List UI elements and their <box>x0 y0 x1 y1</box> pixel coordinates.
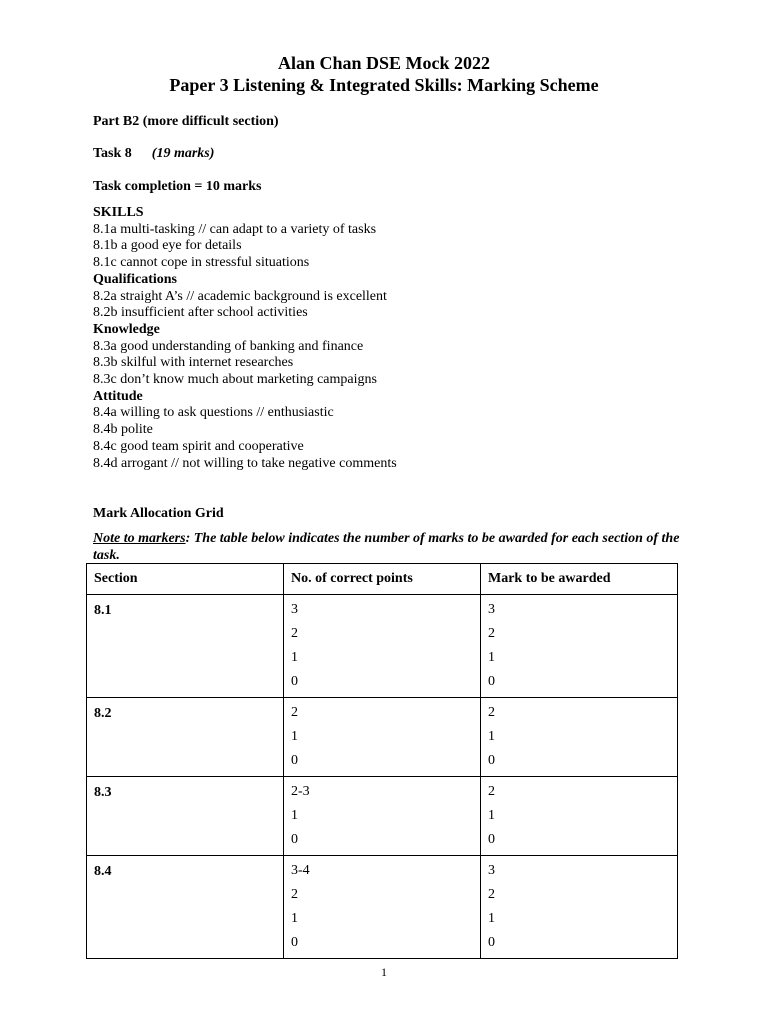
correct-points-value: 1 <box>291 650 298 665</box>
mark-value: 3 <box>488 863 495 878</box>
mark-value: 0 <box>488 753 495 768</box>
table-header-row <box>87 564 678 595</box>
header-mark-awarded: Mark to be awarded <box>481 564 678 595</box>
correct-points-cell <box>284 595 481 698</box>
correct-points-value: 0 <box>291 674 298 689</box>
mark-awarded-cell <box>481 777 678 856</box>
mark-value: 0 <box>488 935 495 950</box>
correct-points-value: 2 <box>291 887 298 902</box>
mark-awarded-cell <box>481 595 678 698</box>
mark-value: 2 <box>488 784 495 799</box>
header-section: Section <box>87 564 284 595</box>
marking-point: 8.3c don’t know much about marketing campaigns <box>93 372 377 388</box>
section-heading: Knowledge <box>93 321 160 337</box>
note-text: : The table below indicates the number of marks to be awarded for each section of the task. <box>93 531 680 563</box>
table-row <box>87 856 678 959</box>
marking-point: 8.4d arrogant // not willing to take negative comments <box>93 455 397 471</box>
marking-point: 8.3a good understanding of banking and finance <box>93 338 364 354</box>
mark-awarded-cell <box>481 856 678 959</box>
section-cell: 8.3 <box>87 777 284 856</box>
mark-value: 1 <box>488 808 495 823</box>
correct-points-value: 2 <box>291 705 298 720</box>
correct-points-value: 2-3 <box>291 784 310 799</box>
correct-points-value: 0 <box>291 935 298 950</box>
correct-points-cell <box>284 698 481 777</box>
correct-points-cell <box>284 777 481 856</box>
marking-point: 8.3b skilful with internet researches <box>93 355 294 371</box>
marking-point: 8.4b polite <box>93 422 153 438</box>
document-title: Alan Chan DSE Mock 2022 <box>277 53 491 73</box>
marking-point: 8.2b insufficient after school activities <box>93 305 308 321</box>
mark-allocation-table <box>86 563 678 959</box>
correct-points-value: 1 <box>291 808 298 823</box>
section-cell: 8.2 <box>87 698 284 777</box>
page-number: 1 <box>381 965 387 979</box>
part-heading: Part B2 (more difficult section) <box>93 114 279 129</box>
mark-value: 0 <box>488 832 495 847</box>
mark-awarded-cell <box>481 698 678 777</box>
task-label: Task 8 <box>93 146 132 161</box>
correct-points-value: 1 <box>291 729 298 744</box>
correct-points-value: 0 <box>291 753 298 768</box>
section-heading: Attitude <box>93 388 143 404</box>
table-row <box>87 698 678 777</box>
marking-point: 8.2a straight A’s // academic background is excellent <box>93 288 387 304</box>
document-subtitle: Paper 3 Listening & Integrated Skills: Marking Scheme <box>169 75 599 95</box>
correct-points-value: 0 <box>291 832 298 847</box>
note-label: Note to markers <box>93 531 186 546</box>
note-to-markers <box>93 530 683 564</box>
mark-value: 0 <box>488 674 495 689</box>
mark-value: 1 <box>488 650 495 665</box>
grid-title: Mark Allocation Grid <box>93 506 224 521</box>
task-marks: (19 marks) <box>151 146 215 161</box>
table-row <box>87 777 678 856</box>
marking-point: 8.1c cannot cope in stressful situations <box>93 255 310 271</box>
marking-point: 8.4a willing to ask questions // enthusiastic <box>93 405 334 421</box>
section-cell: 8.4 <box>87 856 284 959</box>
marking-points-list <box>93 205 693 472</box>
mark-value: 3 <box>488 602 495 617</box>
table-row <box>87 595 678 698</box>
correct-points-value: 2 <box>291 626 298 641</box>
mark-value: 2 <box>488 887 495 902</box>
mark-value: 2 <box>488 705 495 720</box>
correct-points-cell <box>284 856 481 959</box>
section-heading: Qualifications <box>93 271 178 287</box>
mark-value: 1 <box>488 911 495 926</box>
correct-points-value: 1 <box>291 911 298 926</box>
marking-point: 8.4c good team spirit and cooperative <box>93 438 304 454</box>
task-completion: Task completion = 10 marks <box>93 179 262 194</box>
mark-value: 1 <box>488 729 495 744</box>
section-heading: SKILLS <box>93 205 144 220</box>
marking-point: 8.1b a good eye for details <box>93 238 242 254</box>
marking-point: 8.1a multi-tasking // can adapt to a variety of tasks <box>93 221 377 237</box>
correct-points-value: 3 <box>291 602 298 617</box>
correct-points-value: 3-4 <box>291 863 310 878</box>
mark-value: 2 <box>488 626 495 641</box>
header-correct-points: No. of correct points <box>284 564 481 595</box>
section-cell: 8.1 <box>87 595 284 698</box>
task-heading <box>93 146 214 163</box>
